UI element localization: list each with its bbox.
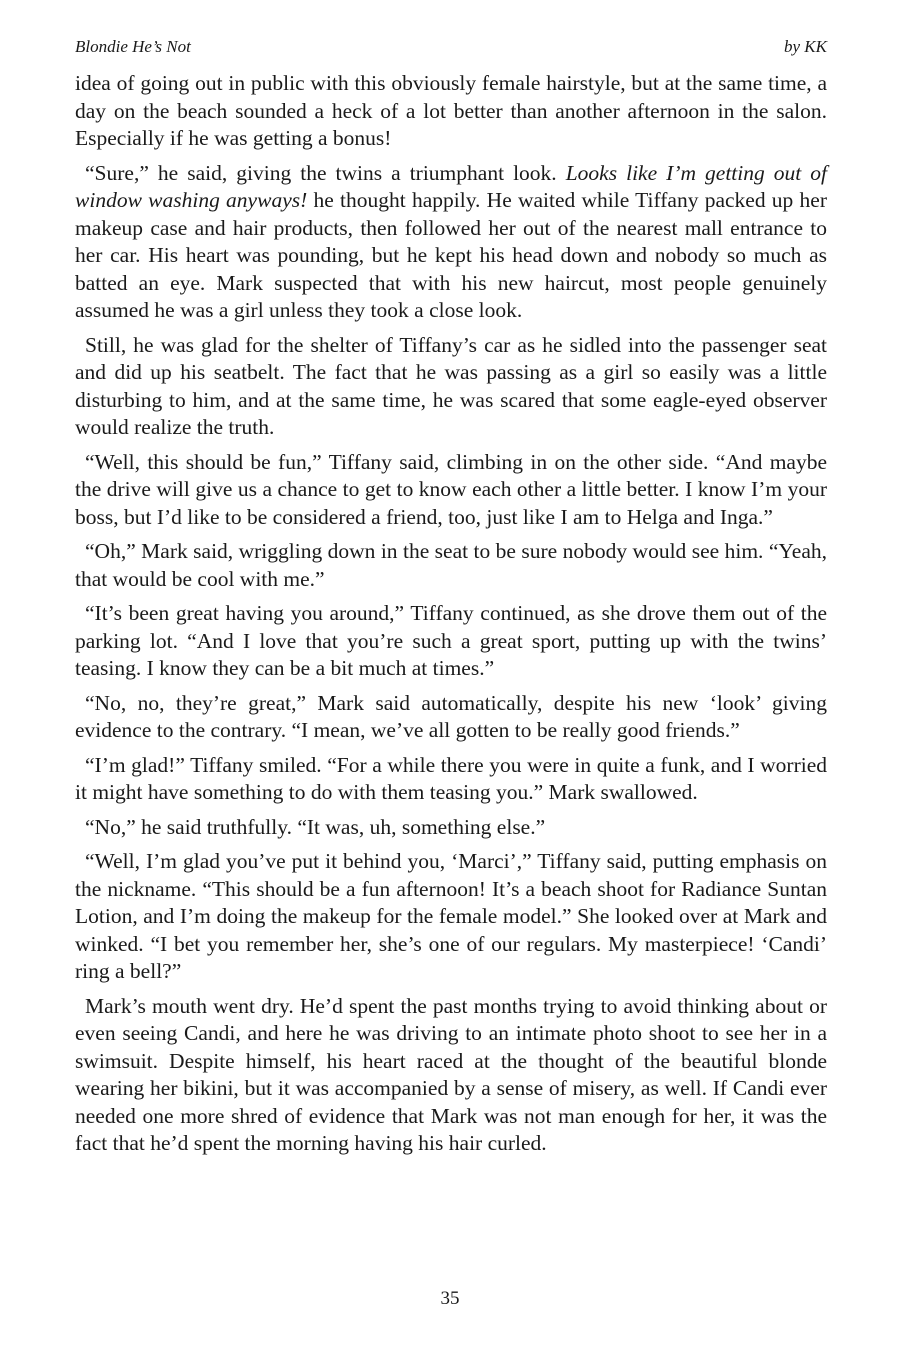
book-title: Blondie He’s Not xyxy=(75,37,191,56)
paragraph: “No, no, they’re great,” Mark said automatically, despite his new ‘look’ giving evidence to the contrary. “I mean, we’ve all gotten to be really good friends.” xyxy=(75,690,827,742)
paragraph: Mark’s mouth went dry. He’d spent the past months trying to avoid thinking about or even seeing Candi, and here he was driving to an intimate photo shoot to see her in a swimsuit. Despite himself, his heart raced at the thought of the beautiful blonde wearing her bikini, but it was accompanied by a sense of misery, as well. If Candi ever needed one more shred of evidence that Mark was not man enough for her, it was the fact that he’d spent the morning having his hair curled. xyxy=(75,993,827,1155)
paragraph: “No,” he said truthfully. “It was, uh, something else.” xyxy=(85,814,546,839)
paragraph: Still, he was glad for the shelter of Tiffany’s car as he sidled into the passenger seat and did up his seatbelt. The fact that he was passing as a girl so easily was a little disturbing to him, and at the same time, he was scared that some eagle-eyed observer would realize the truth. xyxy=(75,332,827,439)
paragraph xyxy=(75,160,827,325)
paragraph: “Well, this should be fun,” Tiffany said, climbing in on the other side. “And maybe the drive will give us a chance to get to know each other a little better. I know I’m your boss, but I’d like to be considered a friend, too, just like I am to Helga and Inga.” xyxy=(75,449,827,529)
paragraph: “Oh,” Mark said, wriggling down in the seat to be sure nobody would see him. “Yeah, that would be cool with me.” xyxy=(75,539,827,591)
running-head xyxy=(75,36,827,58)
paragraph: “I’m glad!” Tiffany smiled. “For a while there you were in quite a funk, and I worried it might have something to do with them teasing you.” Mark swallowed. xyxy=(75,752,827,804)
page-number: 35 xyxy=(440,1288,460,1309)
paragraph-text: he thought happily. He waited while Tiffany packed up her makeup case and hair products, then followed her out of the nearest mall entrance to her car. His heart was pounding, but he kept his head down and nobody so much as batted an eye. Mark suspected that with his new haircut, most people genuinely assumed he was a girl unless they took a close look. xyxy=(75,188,827,322)
paragraph: idea of going out in public with this obviously female hairstyle, but at the same time, a day on the beach sounded a heck of a lot better than another afternoon in the salon. Especially if he was getting a bonus! xyxy=(75,71,827,150)
paragraph: “It’s been great having you around,” Tiffany continued, as she drove them out of the parking lot. “And I love that you’re such a great sport, putting up with the twins’ teasing. I know they can be a bit much at times.” xyxy=(75,601,827,680)
body-text xyxy=(75,70,827,1158)
author-credit: by KK xyxy=(784,37,827,56)
paragraph: “Well, I’m glad you’ve put it behind you, ‘Marci’,” Tiffany said, putting emphasis on the nickname. “This should be a fun afternoon! It’s a beach shoot for Radiance Suntan Lotion, and I’m doing the makeup for the female model.” She looked over at Mark and winked. “I bet you remember her, she’s one of our regulars. My masterpiece! ‘Candi’ ring a bell?” xyxy=(75,849,827,983)
paragraph-text: “Sure,” he said, giving the twins a triumphant look. xyxy=(85,160,566,185)
book-page xyxy=(75,36,827,1165)
italic-thought: Looks like I’m getting out of window washing anyways! xyxy=(75,160,827,212)
